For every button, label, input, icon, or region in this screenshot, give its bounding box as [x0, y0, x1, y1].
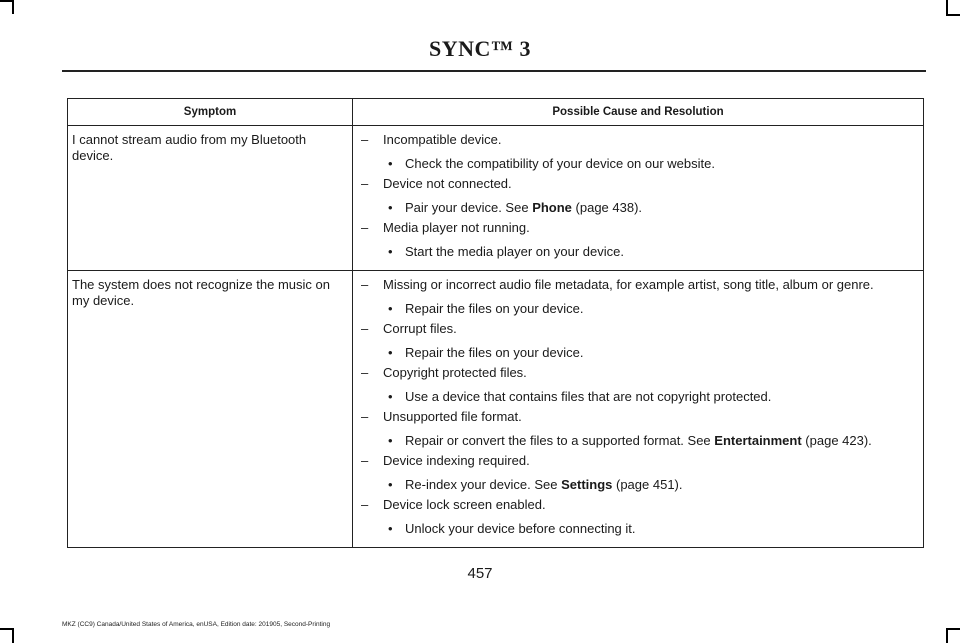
bullet-marker: • — [388, 389, 393, 404]
bullet-marker: • — [388, 244, 393, 259]
cause-item — [357, 132, 919, 148]
cause-item — [357, 365, 919, 381]
cause-text: Device lock screen enabled. — [383, 497, 546, 512]
cause-text: Incompatible device. — [383, 132, 502, 147]
dash-marker: – — [361, 277, 369, 292]
resolution-item — [357, 433, 919, 449]
crop-mark — [946, 630, 948, 643]
resolution-item — [357, 389, 919, 405]
resolution-item — [357, 301, 919, 317]
crop-mark — [0, 0, 12, 2]
cause-cell — [353, 126, 924, 271]
cross-reference: Phone — [532, 200, 572, 215]
resolution-item — [357, 477, 919, 493]
resolution-text: Start the media player on your device. — [405, 244, 624, 259]
dash-marker: – — [361, 220, 369, 235]
cross-reference: Entertainment — [714, 433, 802, 448]
bullet-marker: • — [388, 477, 393, 492]
page-reference: (page 423). — [801, 433, 872, 448]
cause-cell — [353, 271, 924, 548]
resolution-text: Unlock your device before connecting it. — [405, 521, 636, 536]
symptom-cell — [68, 271, 353, 548]
symptom-text: The system does not recognize the music on my device. — [72, 277, 330, 308]
cause-text: Media player not running. — [383, 220, 530, 235]
bullet-marker: • — [388, 521, 393, 536]
bullet-marker: • — [388, 200, 393, 215]
bullet-marker: • — [388, 301, 393, 316]
page-number: 457 — [467, 565, 493, 582]
resolution-item — [357, 200, 919, 216]
header-cause: Possible Cause and Resolution — [353, 99, 924, 126]
dash-marker: – — [361, 321, 369, 336]
dash-marker: – — [361, 453, 369, 468]
cause-item — [357, 453, 919, 469]
dash-marker: – — [361, 132, 369, 147]
crop-mark — [12, 628, 14, 643]
dash-marker: – — [361, 176, 369, 191]
bullet-marker: • — [388, 345, 393, 360]
footer-edition: MKZ (CC9) Canada/United States of America, enUSA, Edition date: 201905, Second-Printing — [62, 621, 331, 628]
crop-mark — [0, 628, 12, 630]
cause-text: Device not connected. — [383, 176, 512, 191]
cause-item — [357, 497, 919, 513]
symptom-cell — [68, 126, 353, 271]
resolution-text: Pair your device. See — [405, 200, 533, 215]
crop-mark — [12, 0, 14, 14]
resolution-text: Repair or convert the files to a supported format. See — [405, 433, 715, 448]
table-row — [68, 271, 924, 548]
dash-marker: – — [361, 365, 369, 380]
resolution-item — [357, 521, 919, 537]
cause-text: Unsupported file format. — [383, 409, 522, 424]
cause-text: Corrupt files. — [383, 321, 457, 336]
cause-item — [357, 321, 919, 337]
dash-marker: – — [361, 497, 369, 512]
resolution-text: Check the compatibility of your device on our website. — [405, 156, 715, 171]
bullet-marker: • — [388, 433, 393, 448]
page-reference: (page 451). — [612, 477, 683, 492]
cause-item — [357, 409, 919, 425]
cause-text: Missing or incorrect audio file metadata, for example artist, song title, album or genre. — [383, 277, 874, 292]
page-title: SYNC™ 3 — [429, 36, 531, 61]
cause-item — [357, 176, 919, 192]
symptom-text: I cannot stream audio from my Bluetooth device. — [72, 132, 307, 163]
cross-reference: Settings — [561, 477, 613, 492]
troubleshooting-table — [67, 98, 924, 548]
cause-text: Copyright protected files. — [383, 365, 527, 380]
resolution-text: Repair the files on your device. — [405, 345, 584, 360]
resolution-item — [357, 345, 919, 361]
table-row — [68, 126, 924, 271]
resolution-text: Re-index your device. See — [405, 477, 562, 492]
dash-marker: – — [361, 409, 369, 424]
cause-item — [357, 277, 919, 293]
resolution-item — [357, 244, 919, 260]
page-reference: (page 438). — [571, 200, 643, 215]
resolution-item — [357, 156, 919, 172]
crop-mark — [946, 14, 960, 16]
cause-item — [357, 220, 919, 236]
header-symptom: Symptom — [68, 99, 353, 126]
cause-text: Device indexing required. — [383, 453, 530, 468]
crop-mark — [946, 628, 960, 630]
bullet-marker: • — [388, 156, 393, 171]
table-header-row — [68, 99, 924, 126]
resolution-text: Repair the files on your device. — [405, 301, 584, 316]
header-divider — [62, 70, 926, 72]
resolution-text: Use a device that contains files that are not copyright protected. — [405, 389, 772, 404]
crop-mark — [946, 0, 948, 14]
